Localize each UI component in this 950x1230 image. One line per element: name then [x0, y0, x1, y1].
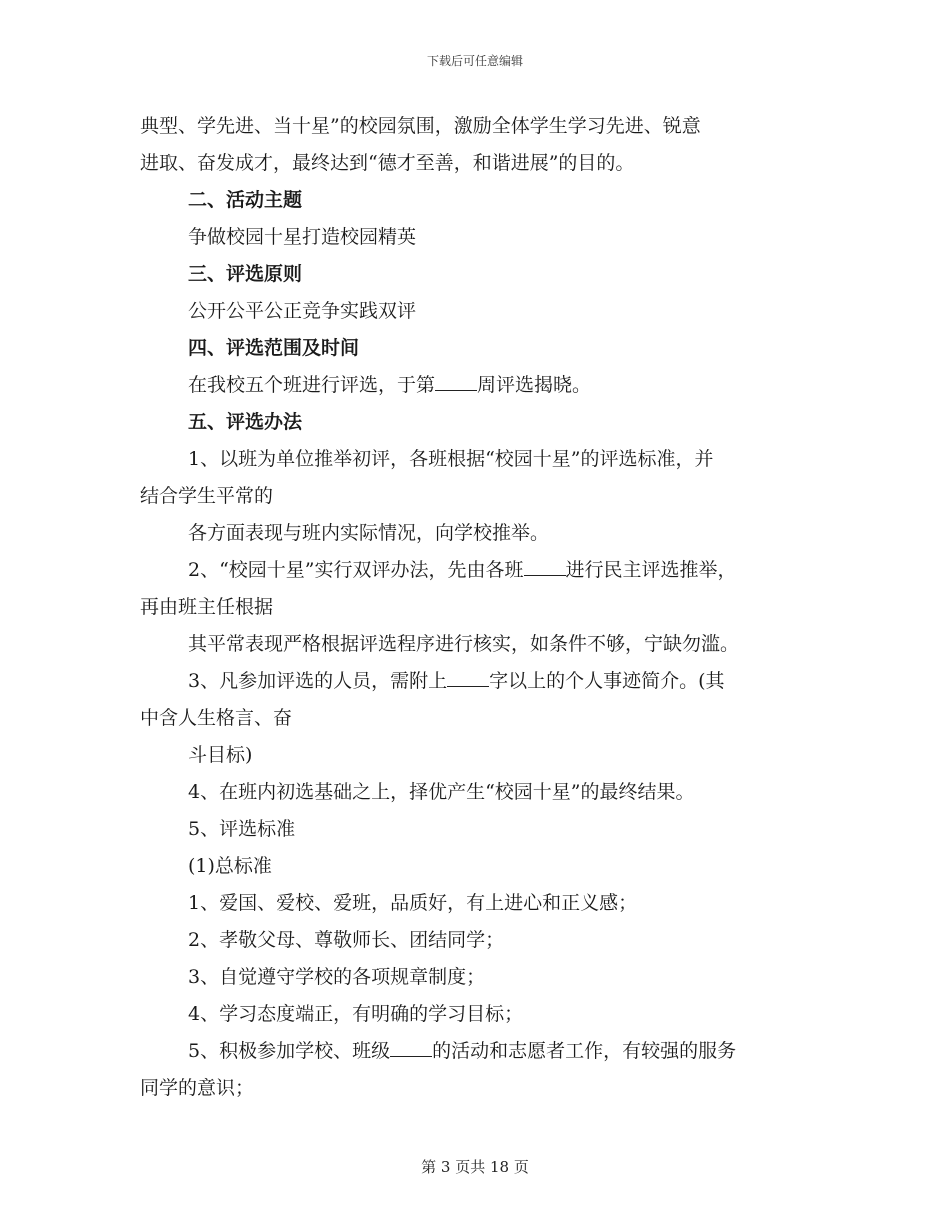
method-3-line-2: 中含人生格言、奋	[140, 707, 293, 729]
fill-blank	[390, 1040, 432, 1057]
fill-blank	[524, 559, 566, 576]
method-3-line-1: 3、凡参加评选的人员，需附上 字以上的个人事迹简介。(其	[188, 670, 725, 692]
method-1-line-2: 结合学生平常的	[140, 485, 274, 507]
section-heading-principle: 三、评选原则	[188, 263, 303, 285]
standard-item-5-line-2: 同学的意识；	[140, 1077, 255, 1099]
standard-item-2: 2、孝敬父母、尊敬师长、团结同学；	[188, 929, 505, 951]
document-body	[140, 108, 820, 1107]
method-5: 5、评选标准	[188, 818, 296, 840]
standard-title: (1)总标准	[188, 855, 272, 877]
section-heading-scope: 四、评选范围及时间	[188, 337, 360, 359]
method-1-line-3: 各方面表现与班内实际情况，向学校推举。	[188, 522, 550, 544]
standard-item-1: 1、爱国、爱校、爱班，品质好，有上进心和正义感；	[188, 892, 638, 914]
method-3-line-3: 斗目标)	[188, 744, 253, 766]
page-header: 下载后可任意编辑	[426, 54, 523, 68]
intro-line-1: 典型、学先进、当十星”的校园氛围，激励全体学生学习先进、锐意	[140, 115, 701, 137]
theme-text: 争做校园十星打造校园精英	[188, 226, 417, 248]
fill-blank	[435, 374, 477, 391]
method-2-line-1: 2、“校园十星”实行双评办法，先由各班 进行民主评选推举，	[188, 559, 737, 581]
method-1-line-1: 1、以班为单位推举初评，各班根据“校园十星”的评选标准，并	[188, 448, 714, 470]
section-heading-theme: 二、活动主题	[188, 189, 303, 211]
standard-item-4: 4、学习态度端正，有明确的学习目标；	[188, 1003, 524, 1025]
standard-item-3: 3、自觉遵守学校的各项规章制度；	[188, 966, 486, 988]
method-2-line-2: 再由班主任根据	[140, 596, 274, 618]
intro-line-2: 进取、奋发成才，最终达到“德才至善，和谐进展”的目的。	[140, 152, 635, 174]
standard-item-5-line-1: 5、积极参加学校、班级 的活动和志愿者工作，有较强的服务	[188, 1040, 737, 1062]
section-heading-method: 五、评选办法	[188, 411, 303, 433]
principle-text: 公开公平公正竞争实践双评	[188, 300, 417, 322]
scope-text: 在我校五个班进行评选，于第 周评选揭晓。	[188, 374, 592, 396]
page-footer: 第 3 页共 18 页	[421, 1158, 529, 1176]
method-4: 4、在班内初选基础之上，择优产生“校园十星”的最终结果。	[188, 781, 695, 803]
method-2-line-3: 其平常表现严格根据评选程序进行核实，如条件不够，宁缺勿滥。	[188, 633, 740, 655]
fill-blank	[447, 670, 489, 687]
